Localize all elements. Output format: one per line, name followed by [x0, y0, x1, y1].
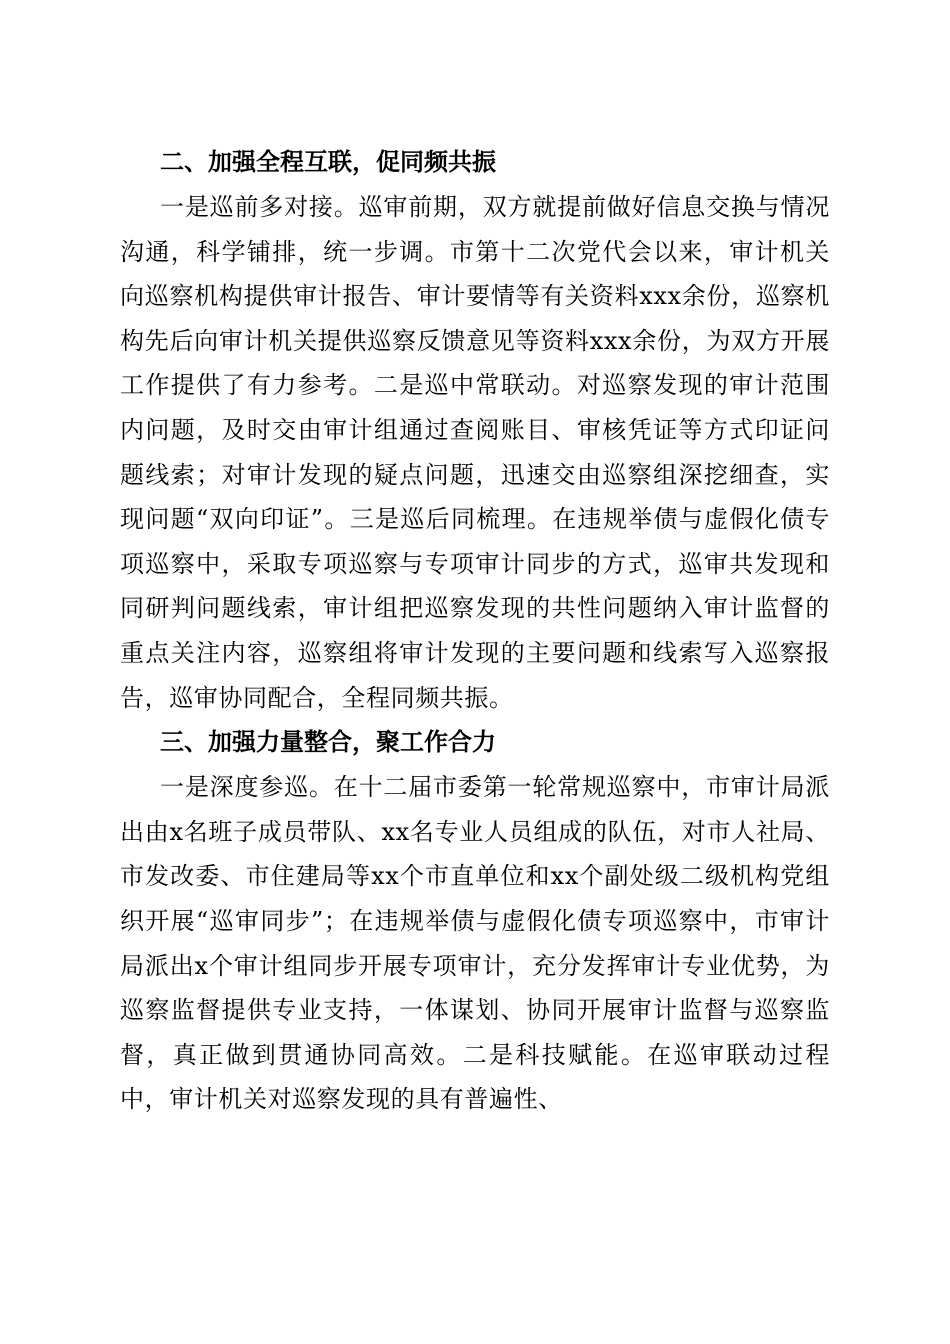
section-heading: 二、加强全程互联，促同频共振 [160, 148, 496, 176]
section-paragraph: 一是深度参巡。在十二届市委第一轮常规巡察中，市审计局派出由x名班子成员带队、xx名专业人员组成的队伍，对市人社局、市发改委、市住建局等xx个市直单位和xx个副处级二级机构党组织开展“巡审同步”；在违规举债与虚假化债专项巡察中，市审计局派出x个审计组同步开展专项审计，充分发挥审计专业优势，为巡察监督提供专业支持，一体谋划、协同开展审计监督与巡察监督，真正做到贯通协同高效。二是科技赋能。在巡审联动过程中，审计机关对巡察发现的具有普遍性、 [120, 773, 830, 1114]
section-paragraph: 一是巡前多对接。巡审前期，双方就提前做好信息交换与情况沟通，科学铺排，统一步调。市第十二次党代会以来，审计机关向巡察机构提供审计报告、审计要情等有关资料xxx余份，巡察机构先后向审计机关提供巡察反馈意见等资料xxx余份，为双方开展工作提供了有力参考。二是巡中常联动。对巡察发现的审计范围内问题，及时交由审计组通过查阅账目、审核凭证等方式印证问题线索；对审计发现的疑点问题，迅速交由巡察组深挖细查，实现问题“双向印证”。三是巡后同梳理。在违规举债与虚假化债专项巡察中，采取专项巡察与专项审计同步的方式，巡审共发现和同研判问题线索，审计组把巡察发现的共性问题纳入审计监督的重点关注内容，巡察组将审计发现的主要问题和线索写入巡察报告，巡审协同配合，全程同频共振。 [120, 193, 830, 712]
document-body [120, 140, 830, 1122]
section-heading: 三、加强力量整合，聚工作合力 [160, 728, 496, 757]
